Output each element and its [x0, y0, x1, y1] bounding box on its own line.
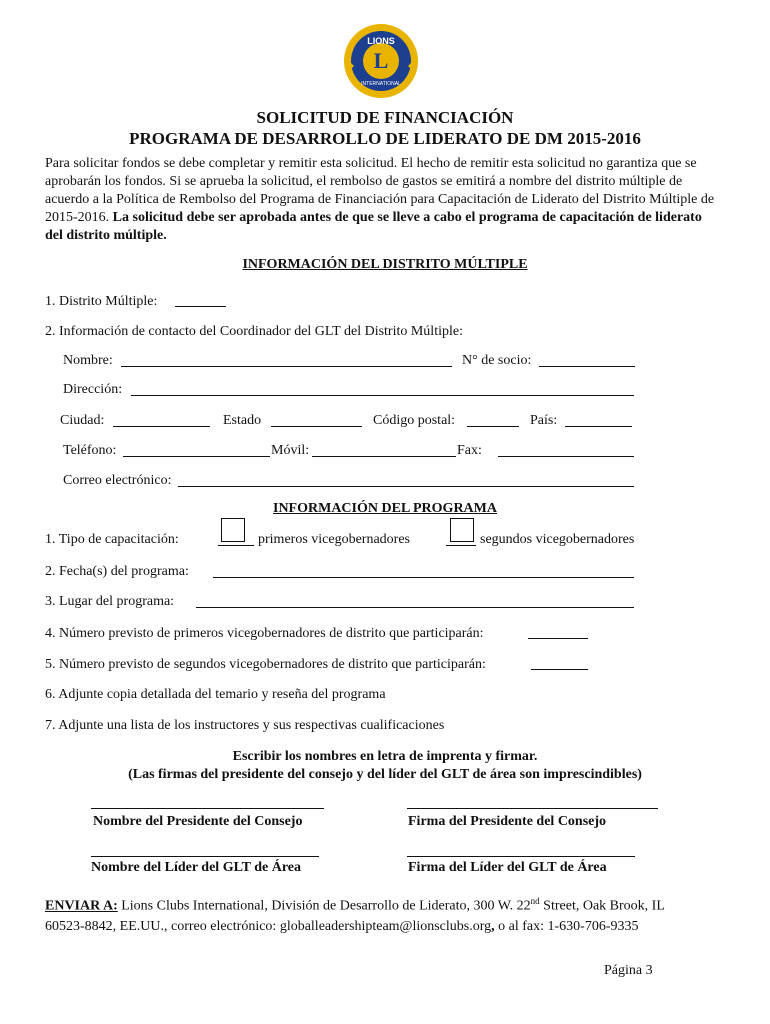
- program-location-field[interactable]: [196, 607, 634, 608]
- council-chair-name-line[interactable]: [91, 808, 324, 809]
- send-to-address: Lions Clubs International, División de Desarrollo de Liderato, 300 W. 22: [117, 898, 531, 914]
- send-to-fax: o al fax: 1-630-706-9335: [494, 918, 639, 934]
- send-to-address-end: Street, Oak Brook, IL: [539, 898, 665, 914]
- question-district: 1. Distrito Múltiple:: [45, 294, 158, 309]
- city-field[interactable]: [113, 426, 210, 427]
- attach-instructors-item: 7. Adjunte una lista de los instructores y sus respectivas cualificaciones: [45, 718, 445, 733]
- send-to-comma: ,: [491, 918, 495, 934]
- district-field[interactable]: [175, 306, 226, 307]
- city-label: Ciudad:: [60, 413, 105, 428]
- member-number-label: N° de socio:: [462, 353, 532, 368]
- second-vg-count-label: 5. Número previsto de segundos vicegobernadores de distrito que participarán:: [45, 657, 486, 672]
- first-vice-governors-checkbox[interactable]: [221, 518, 245, 542]
- first-vice-governors-label: primeros vicegobernadores: [258, 532, 410, 547]
- address-field[interactable]: [131, 395, 634, 396]
- fax-field[interactable]: [498, 456, 634, 457]
- program-dates-field[interactable]: [213, 577, 634, 578]
- print-sign-instruction: Escribir los nombres en letra de imprenta y firmar.: [232, 749, 538, 764]
- second-vice-governors-checkbox[interactable]: [450, 518, 474, 542]
- country-label: País:: [530, 413, 558, 428]
- attach-agenda-item: 6. Adjunte copia detallada del temario y reseña del programa: [45, 687, 386, 702]
- second-vice-governors-line: [446, 545, 476, 546]
- section-heading-district: INFORMACIÓN DEL DISTRITO MÚLTIPLE: [242, 257, 528, 272]
- postal-code-field[interactable]: [467, 426, 519, 427]
- question-contact: 2. Información de contacto del Coordinador del GLT del Distrito Múltiple:: [45, 324, 463, 339]
- member-number-field[interactable]: [539, 366, 635, 367]
- email-label: Correo electrónico:: [63, 473, 172, 488]
- signatures-required-note: (Las firmas del presidente del consejo y del líder del GLT de área son imprescindibles): [128, 767, 642, 782]
- second-vice-governors-label: segundos vicegobernadores: [480, 532, 635, 547]
- phone-label: Teléfono:: [63, 443, 117, 458]
- second-vg-count-field[interactable]: [531, 669, 588, 670]
- program-location-label: 3. Lugar del programa:: [45, 594, 175, 609]
- email-field[interactable]: [178, 486, 634, 487]
- name-field[interactable]: [121, 366, 452, 367]
- svg-text:L: L: [373, 48, 389, 73]
- svg-text:LIONS: LIONS: [367, 36, 395, 46]
- intro-bold-text: La solicitud debe ser aprobada antes de que se lleve a cabo el programa de capacitación de liderato del distrito múltiple.: [45, 210, 702, 243]
- first-vg-count-field[interactable]: [528, 638, 588, 639]
- state-label: Estado: [223, 413, 262, 428]
- council-chair-signature-label: Firma del Presidente del Consejo: [408, 814, 607, 829]
- phone-field[interactable]: [123, 456, 270, 457]
- training-type-label: 1. Tipo de capacitación:: [45, 532, 179, 547]
- area-leader-name-line[interactable]: [91, 856, 319, 857]
- lions-logo: [342, 22, 420, 100]
- mobile-label: Móvil:: [271, 443, 310, 458]
- country-field[interactable]: [565, 426, 632, 427]
- send-to-sup: nd: [530, 896, 540, 906]
- first-vg-count-label: 4. Número previsto de primeros vicegobernadores de distrito que participarán:: [45, 626, 484, 641]
- send-to-block: [45, 891, 735, 937]
- mobile-field[interactable]: [312, 456, 456, 457]
- send-to-label: ENVIAR A:: [45, 898, 118, 914]
- first-vice-governors-line: [218, 545, 254, 546]
- council-chair-signature-line[interactable]: [407, 808, 658, 809]
- fax-label: Fax:: [457, 443, 482, 458]
- state-field[interactable]: [271, 426, 362, 427]
- svg-text:INTERNATIONAL: INTERNATIONAL: [361, 81, 401, 87]
- area-leader-signature-label: Firma del Líder del GLT de Área: [408, 860, 607, 875]
- name-label: Nombre:: [63, 353, 113, 368]
- council-chair-name-label: Nombre del Presidente del Consejo: [93, 814, 303, 829]
- address-label: Dirección:: [63, 382, 123, 397]
- area-leader-signature-line[interactable]: [407, 856, 635, 857]
- area-leader-name-label: Nombre del Líder del GLT de Área: [91, 860, 302, 875]
- program-dates-label: 2. Fecha(s) del programa:: [45, 564, 189, 579]
- intro-paragraph: [45, 155, 715, 245]
- intro-text: Para solicitar fondos se debe completar y remitir esta solicitud. El hecho de remitir esta solicitud no garantiza que se aprobarán los fondos. Si se aprueba la solicitud, el rembolso de gastos se emitirá a nombre del distrito múltiple de acuerdo a la Política de Rembolso del Programa de Financiación para Capacitación de Liderato del Distrito Múltiple de 2015-2016.: [45, 156, 715, 225]
- postal-code-label: Código postal:: [373, 413, 456, 428]
- send-to-email[interactable]: 60523-8842, EE.UU., correo electrónico: globalleadershipteam@lionsclubs.org: [45, 918, 492, 934]
- page-number: Página 3: [604, 963, 653, 978]
- section-heading-program: INFORMACIÓN DEL PROGRAMA: [273, 501, 497, 516]
- form-subtitle: PROGRAMA DE DESARROLLO DE LIDERATO DE DM 2015-2016: [129, 129, 641, 148]
- form-title: SOLICITUD DE FINANCIACIÓN: [256, 108, 514, 127]
